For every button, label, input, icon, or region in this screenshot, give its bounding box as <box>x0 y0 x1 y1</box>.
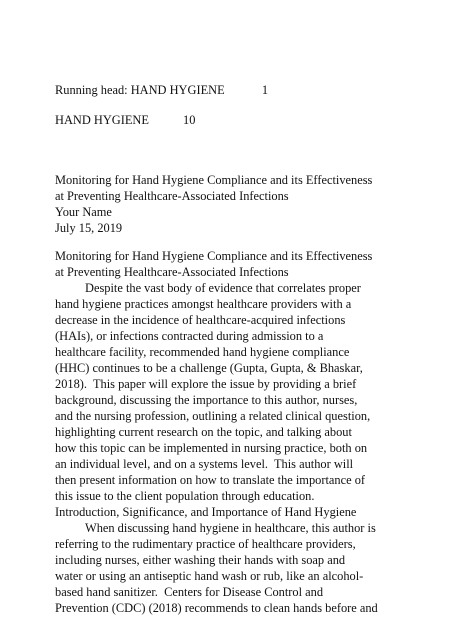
page-header: HAND HYGIENE 10 <box>55 113 196 127</box>
body-paragraph-line: an individual level, and on a systems level. This author will <box>55 457 354 471</box>
body-title-line-2: at Preventing Healthcare-Associated Infections <box>55 265 289 279</box>
title-line-1: Monitoring for Hand Hygiene Compliance and its Effectiveness <box>55 173 373 187</box>
title-line-2: at Preventing Healthcare-Associated Infections <box>55 189 289 203</box>
body-paragraph-line: referring to the rudimentary practice of healthcare providers, <box>55 537 356 551</box>
body-paragraph-line: and the nursing profession, outlining a related clinical question, <box>55 409 371 423</box>
body-paragraph-line: water or using an antiseptic hand wash or rub, like an alcohol- <box>55 569 364 583</box>
body-paragraph-line: (HHC) continues to be a challenge (Gupta, Gupta, & Bhaskar, <box>55 361 363 375</box>
document-date: July 15, 2019 <box>55 221 123 235</box>
body-paragraph-line: how this topic can be implemented in nursing practice, both on <box>55 441 368 455</box>
body-paragraph-line: 2018). This paper will explore the issue by providing a brief <box>55 377 357 391</box>
body-paragraph-line: Prevention (CDC) (2018) recommends to clean hands before and <box>55 601 378 615</box>
body-paragraph-line: (HAIs), or infections contracted during admission to a <box>55 329 324 343</box>
running-head: Running head: HAND HYGIENE 1 <box>55 83 269 97</box>
author-name: Your Name <box>55 205 112 219</box>
body-paragraph-line: including nurses, either washing their hands with soap and <box>55 553 346 567</box>
body-paragraph-line: Despite the vast body of evidence that correlates proper <box>85 281 361 295</box>
body-paragraph-line: highlighting current research on the topic, and talking about <box>55 425 352 439</box>
body-paragraph-line: decrease in the incidence of healthcare-acquired infections <box>55 313 346 327</box>
body-title-line-1: Monitoring for Hand Hygiene Compliance and its Effectiveness <box>55 249 373 263</box>
body-paragraph-line: healthcare facility, recommended hand hygiene compliance <box>55 345 350 359</box>
body-paragraph-line: When discussing hand hygiene in healthcare, this author is <box>85 521 376 535</box>
section-heading: Introduction, Significance, and Importance of Hand Hygiene <box>55 505 357 519</box>
body-paragraph-line: hand hygiene practices amongst healthcare providers with a <box>55 297 352 311</box>
body-paragraph-line: then present information on how to translate the importance of <box>55 473 366 487</box>
body-paragraph-line: this issue to the client population through education. <box>55 489 315 503</box>
body-paragraph-line: background, discussing the importance to this author, nurses, <box>55 393 358 407</box>
body-paragraph-line: based hand sanitizer. Centers for Disease Control and <box>55 585 324 599</box>
